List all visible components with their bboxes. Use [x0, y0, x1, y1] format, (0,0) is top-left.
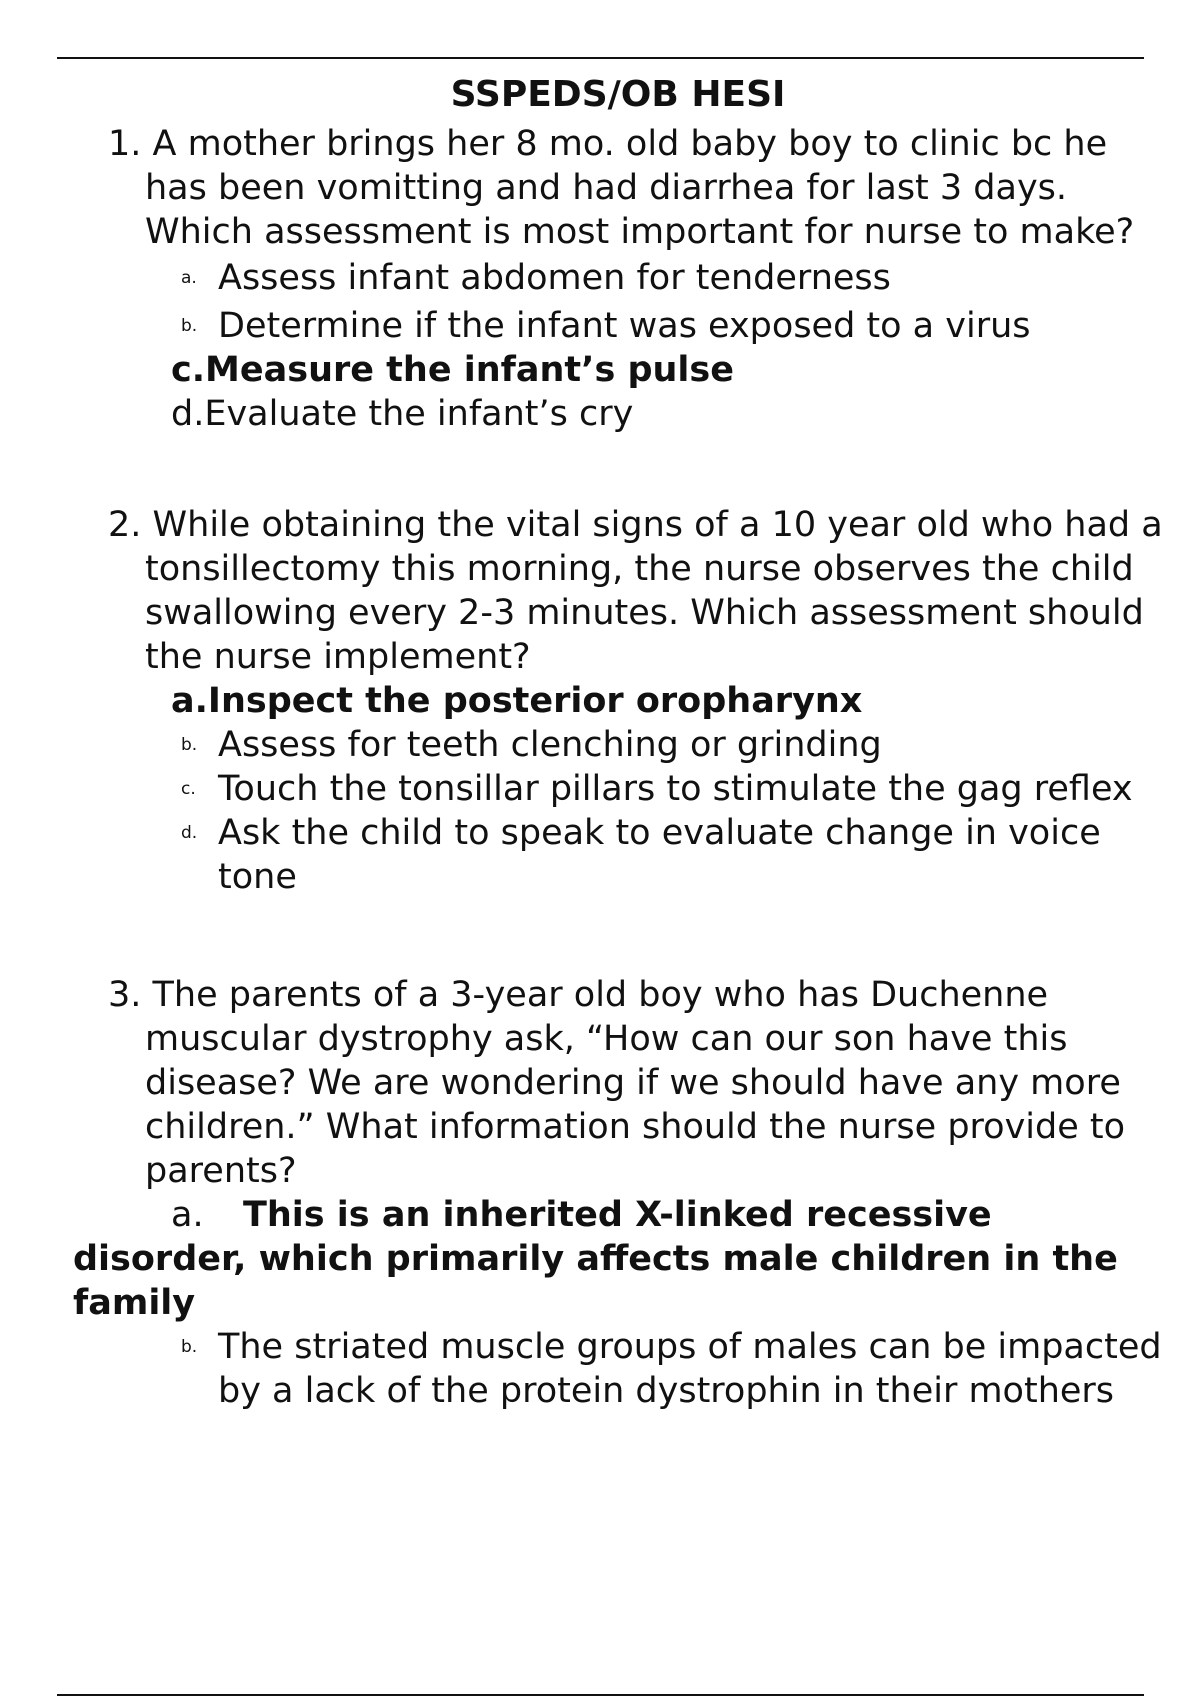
question-text: A mother brings her 8 mo. old baby boy to clinic bc he has been vomitting and had diarrhea for last 3 days. Which assessment is most important for nurse to make? — [145, 124, 1135, 252]
answer-option-a-correct[interactable] — [73, 1193, 1173, 1325]
option-text: Measure the infant’s pulse — [205, 350, 734, 390]
answer-option-a[interactable] — [108, 256, 1168, 300]
option-text: Assess infant abdomen for tenderness — [218, 258, 891, 298]
question-3 — [73, 973, 1168, 1413]
question-number: 1. — [108, 124, 142, 164]
option-marker: a. — [171, 1195, 204, 1235]
option-marker: b. — [181, 316, 198, 336]
answer-option-b[interactable] — [108, 1325, 1168, 1413]
answer-option-c-correct[interactable] — [108, 348, 1168, 392]
option-marker: d. — [171, 394, 205, 434]
option-marker: a. — [171, 681, 208, 721]
question-stem — [108, 973, 1168, 1193]
question-number: 3. — [108, 975, 142, 1015]
document-title: SSPEDS/OB HESI — [450, 74, 786, 115]
option-text: The striated muscle groups of males can be impacted by a lack of the protein dystrophin in their mothers — [218, 1327, 1162, 1411]
answer-option-b[interactable] — [108, 304, 1168, 348]
option-marker: b. — [181, 735, 198, 755]
answer-option-d[interactable] — [108, 392, 1168, 436]
option-marker: c. — [181, 779, 196, 799]
option-marker: a. — [181, 268, 197, 288]
question-text: While obtaining the vital signs of a 10 year old who had a tonsillectomy this morning, the nurse observes the child swallowing every 2-3 minutes. Which assessment should the nurse implement? — [145, 505, 1163, 677]
option-marker: c. — [171, 350, 206, 390]
question-stem — [108, 503, 1168, 679]
question-1 — [108, 122, 1168, 436]
option-text: Ask the child to speak to evaluate change in voice tone — [218, 813, 1101, 897]
answer-option-a-correct[interactable] — [108, 679, 1168, 723]
option-marker: b. — [181, 1337, 198, 1357]
option-text: Inspect the posterior oropharynx — [207, 681, 863, 721]
answer-option-b[interactable] — [108, 723, 1168, 767]
footer-rule — [57, 1694, 1144, 1696]
option-text: Touch the tonsillar pillars to stimulate the gag reflex — [218, 769, 1133, 809]
option-text: This is an inherited X-linked recessive disorder, which primarily affects male children in the family — [73, 1195, 1118, 1323]
question-number: 2. — [108, 505, 142, 545]
option-text: Assess for teeth clenching or grinding — [218, 725, 882, 765]
answer-option-c[interactable] — [108, 767, 1168, 811]
question-text: The parents of a 3-year old boy who has Duchenne muscular dystrophy ask, “How can our son have this disease? We are wondering if we should have any more children.” What information should the nurse provide to parents? — [145, 975, 1126, 1191]
header-rule — [57, 57, 1144, 59]
option-text: Determine if the infant was exposed to a virus — [218, 306, 1031, 346]
option-marker: d. — [181, 823, 198, 843]
option-text: Evaluate the infant’s cry — [204, 394, 634, 434]
answer-option-d[interactable] — [108, 811, 1168, 899]
question-stem — [108, 122, 1168, 254]
question-2 — [108, 503, 1168, 899]
